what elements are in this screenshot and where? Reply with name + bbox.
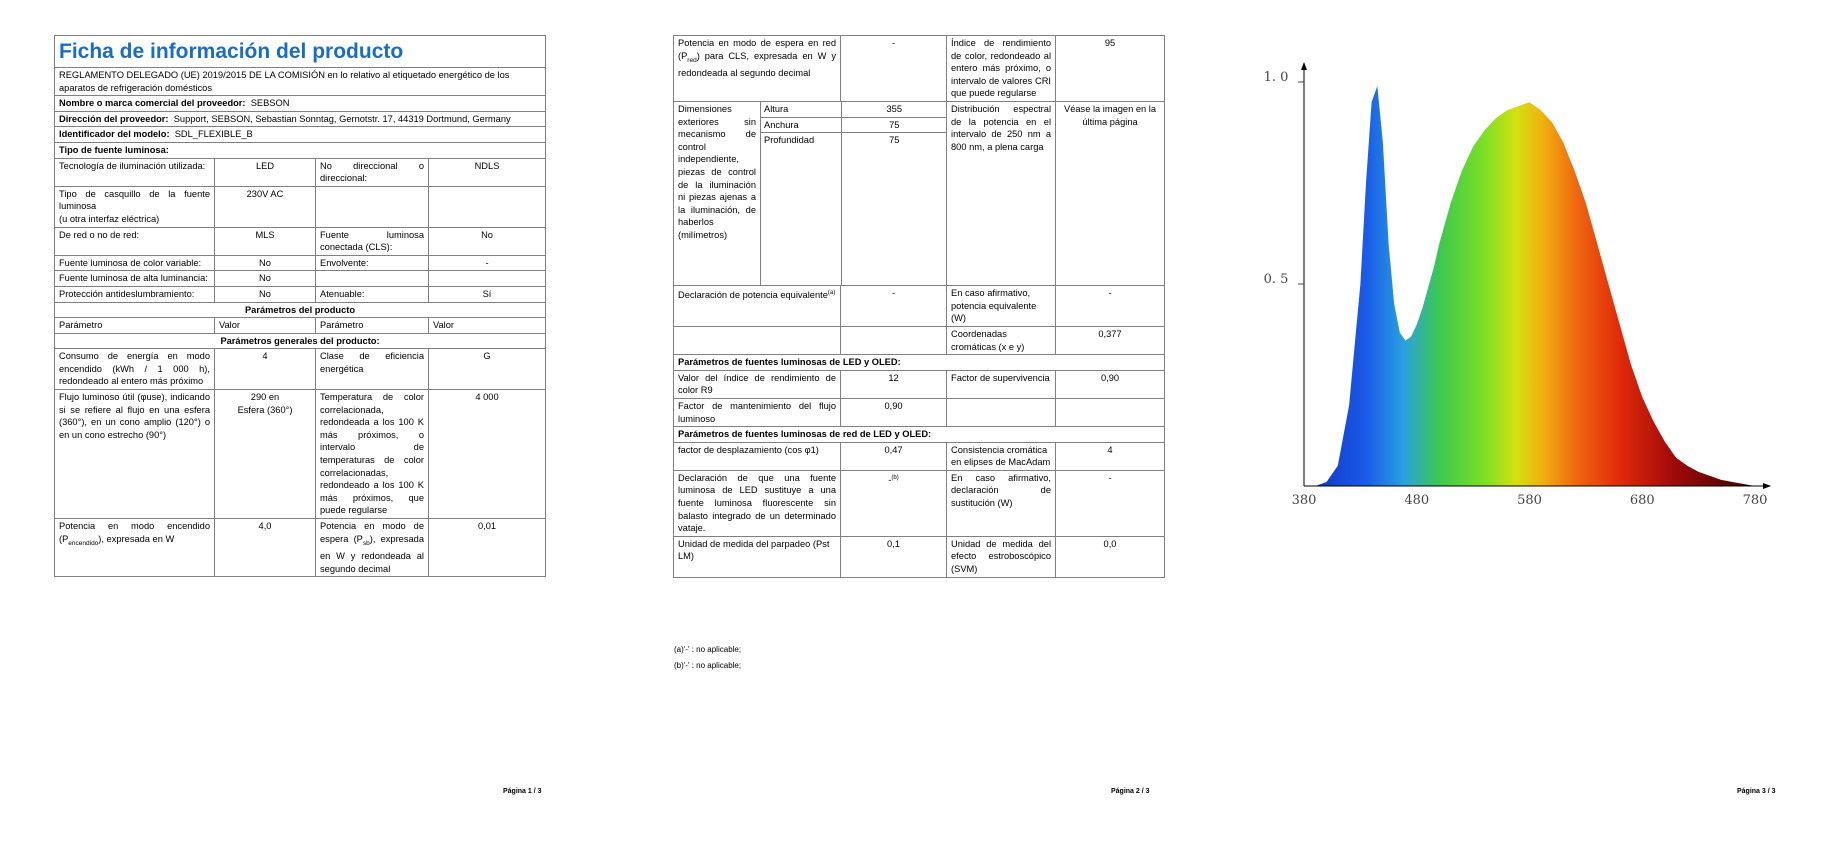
equivalent-power-label-text: Declaración de potencia equivalente	[678, 290, 828, 301]
r9-value: 12	[841, 370, 947, 398]
envelope-value: -	[429, 255, 546, 271]
footnote-a: (a)'-' : no aplicable;	[674, 645, 742, 654]
spd-label: Distribución espectral de la potencia en el intervalo de 250 nm a 800 nm, a plena carga	[947, 101, 1056, 285]
dimensions-cell	[761, 101, 947, 285]
replacement-claim-value	[841, 470, 947, 536]
equivalent-watts-value: -	[1056, 286, 1165, 327]
cls-label: Fuente luminosa conectada (CLS):	[316, 227, 429, 255]
efficiency-class-label: Clase de eficiencia energética	[316, 349, 429, 390]
empty-cell	[947, 398, 1056, 426]
displacement-factor-value: 0,47	[841, 442, 947, 470]
col-header-value: Valor	[429, 318, 546, 334]
on-mode-power-label-b: ), expresada en W	[98, 533, 175, 544]
standby-power-value: 0,01	[429, 519, 546, 577]
page-1	[0, 0, 609, 842]
lumen-maintenance-value: 0,90	[841, 398, 947, 426]
regulation-text: REGLAMENTO DELEGADO (UE) 2019/2015 DE LA COMISIÓN en lo relativo al etiquetado energético de los aparatos de refrigeración domésticos	[55, 68, 546, 96]
height-label: Altura	[761, 102, 841, 117]
light-source-type-heading: Tipo de fuente luminosa:	[55, 142, 546, 158]
address-value: Support, SEBSON, Sebastian Sonntag, Gernotstr. 17, 44319 Dortmund, Germany	[173, 113, 511, 124]
empty-cell	[674, 326, 841, 354]
col-header-param: Parámetro	[316, 318, 429, 334]
networked-standby-label-a: Potencia en modo de espera en red (P	[678, 38, 837, 61]
efficiency-class-value: G	[429, 349, 546, 390]
address-label: Dirección del proveedor:	[59, 113, 169, 124]
address-row	[55, 111, 546, 127]
directional-value: NDLS	[429, 158, 546, 186]
height-value: 355	[841, 102, 947, 117]
tech-value: LED	[215, 158, 316, 186]
directional-label: No direccional o direccional:	[316, 158, 429, 186]
replacement-claim-value-text: -	[888, 474, 892, 485]
networked-standby-label	[674, 36, 841, 102]
cap-label	[55, 186, 215, 227]
x-tick-label: 380	[1291, 493, 1317, 508]
macadam-label: Consistencia cromática en elipses de MacAdam	[947, 442, 1056, 470]
footnote-marker-a: (a)	[827, 290, 836, 297]
chromaticity-value: 0,377	[1056, 326, 1165, 354]
envelope-label: Envolvente:	[316, 255, 429, 271]
empty-cell	[841, 326, 947, 354]
page-number: Página 2 / 3	[1111, 788, 1150, 795]
standby-power-sub: sb	[362, 539, 370, 547]
dimmable-value: Sí	[429, 286, 546, 302]
x-tick-label: 580	[1517, 493, 1542, 508]
on-mode-power-label	[55, 519, 215, 577]
spectrum-area	[1304, 86, 1755, 486]
depth-value: 75	[889, 135, 900, 146]
on-mode-power-sub: encendido	[68, 539, 99, 547]
x-tick-label: 480	[1404, 493, 1430, 508]
cri-label: Índice de rendimiento de color, redondeado al entero más próximo, o intervalo de valores CRI que puede regularse	[947, 36, 1056, 102]
cct-value: 4 000	[429, 390, 546, 519]
standby-power-label-a: Potencia en modo de espera (P	[320, 521, 424, 544]
footnote-b: (b)'-' : no aplicable;	[674, 661, 742, 670]
cap-label-note: (u otra interfaz eléctrica)	[59, 213, 160, 224]
mains-led-params-heading: Parámetros de fuentes luminosas de red de LED y OLED:	[674, 427, 1165, 443]
replacement-watts-value: -	[1056, 470, 1165, 536]
cri-value: 95	[1056, 36, 1165, 102]
x-tick-label: 780	[1742, 493, 1768, 508]
footnote-marker-b: (b)	[891, 474, 899, 481]
width-value: 75	[841, 117, 947, 133]
anti-glare-label: Protección antideslumbramiento:	[55, 286, 215, 302]
on-mode-power-label-a: Potencia en modo encendido (P	[59, 521, 210, 544]
empty-cell	[316, 186, 429, 227]
cct-label: Temperatura de color correlacionada, redondeada a los 100 K más próximos, o intervalo de temperaturas de color correlacionadas, redondeado a los 100 K más próximos, que puede regularse	[316, 390, 429, 519]
mains-value: MLS	[215, 227, 316, 255]
x-tick-label: 680	[1629, 493, 1655, 508]
stroboscopic-label: Unidad de medida del efecto estroboscópico (SVM)	[947, 536, 1056, 577]
color-tunable-label: Fuente luminosa de color variable:	[55, 255, 215, 271]
x-axis-arrow	[1763, 483, 1771, 489]
networked-standby-sub: red	[687, 56, 697, 64]
page-title: Ficha de información del producto	[55, 36, 546, 68]
flicker-label: Unidad de medida del parpadeo (Pst LM)	[674, 536, 841, 577]
product-params-heading: Parámetros del producto	[55, 302, 546, 318]
empty-cell	[1056, 398, 1165, 426]
cap-label-main: Tipo de casquillo de la fuente luminosa	[59, 188, 210, 212]
page-number: Página 1 / 3	[503, 788, 542, 795]
y-axis-arrow	[1301, 62, 1307, 70]
width-label: Anchura	[761, 117, 841, 133]
page-2	[609, 0, 1218, 842]
survival-factor-label: Factor de supervivencia	[947, 370, 1056, 398]
tech-label: Tecnología de iluminación utilizada:	[55, 158, 215, 186]
networked-standby-value: -	[841, 36, 947, 102]
dimmable-label: Atenuable:	[316, 286, 429, 302]
replacement-claim-label: Declaración de que una fuente luminosa de LED sustituye a una fuente luminosa fluorescente sin balasto integrado de un determinado vataje.	[674, 470, 841, 536]
page-3	[1218, 0, 1827, 842]
empty-cell	[316, 271, 429, 287]
product-info-table-continued	[673, 35, 1165, 578]
flux-value-number: 290 en	[250, 392, 280, 403]
equivalent-power-label	[674, 286, 841, 327]
model-row	[55, 127, 546, 143]
anti-glare-value: No	[215, 286, 316, 302]
flux-label: Flujo luminoso útil (φuse), indicando si se refiere al flujo en una esfera (360°), en un cono amplio (120°) o en un cono estrecho (90°)	[55, 390, 215, 519]
standby-power-label	[316, 519, 429, 577]
cap-value: 230V AC	[215, 186, 316, 227]
cls-value: No	[429, 227, 546, 255]
lumen-maintenance-label: Factor de mantenimiento del flujo luminoso	[674, 398, 841, 426]
replacement-watts-label: En caso afirmativo, declaración de sustitución (W)	[947, 470, 1056, 536]
general-params-heading: Parámetros generales del producto:	[55, 333, 546, 349]
spectral-distribution-chart	[1218, 40, 1827, 580]
col-header-value: Valor	[215, 318, 316, 334]
y-tick-label: 1. 0	[1263, 70, 1289, 85]
depth-label: Profundidad	[761, 133, 841, 286]
empty-cell	[429, 271, 546, 287]
model-value: SDL_FLEXIBLE_B	[174, 129, 253, 140]
displacement-factor-label: factor de desplazamiento (cos φ1)	[674, 442, 841, 470]
high-luminance-value: No	[215, 271, 316, 287]
high-luminance-label: Fuente luminosa de alta luminancia:	[55, 271, 215, 287]
model-label: Identificador del modelo:	[59, 129, 170, 140]
survival-factor-value: 0,90	[1056, 370, 1165, 398]
chromaticity-label: Coordenadas cromáticas (x e y)	[947, 326, 1056, 354]
flux-value-geometry: Esfera (360°)	[237, 404, 293, 415]
energy-value: 4	[215, 349, 316, 390]
equivalent-power-value: -	[841, 286, 947, 327]
page-number: Página 3 / 3	[1737, 788, 1776, 795]
standby-power-label-b: ), expresada en W y redondeada al segundo decimal	[320, 533, 424, 574]
equivalent-watts-label: En caso afirmativo, potencia equivalente (W)	[947, 286, 1056, 327]
y-tick-label: 0. 5	[1263, 272, 1289, 287]
empty-cell	[429, 186, 546, 227]
mains-label: De red o no de red:	[55, 227, 215, 255]
flicker-value: 0,1	[841, 536, 947, 577]
spd-value: Véase la imagen en la última página	[1056, 101, 1165, 285]
macadam-value: 4	[1056, 442, 1165, 470]
stroboscopic-value: 0,0	[1056, 536, 1165, 577]
energy-label: Consumo de energía en modo encendido (kWh / 1 000 h), redondeado al entero más próximo	[55, 349, 215, 390]
dimensions-table	[761, 102, 947, 285]
supplier-value: SEBSON	[250, 98, 290, 109]
color-tunable-value: No	[215, 255, 316, 271]
supplier-label: Nombre o marca comercial del proveedor:	[59, 98, 246, 109]
supplier-row	[55, 96, 546, 112]
led-params-heading: Parámetros de fuentes luminosas de LED y OLED:	[674, 355, 1165, 371]
product-info-table	[54, 35, 546, 577]
on-mode-power-value: 4,0	[215, 519, 316, 577]
r9-label: Valor del índice de rendimiento de color R9	[674, 370, 841, 398]
networked-standby-label-b: ) para CLS, expresada en W y redondeada al segundo decimal	[678, 50, 837, 79]
flux-value	[215, 390, 316, 519]
col-header-param: Parámetro	[55, 318, 215, 334]
dimensions-label: Dimensiones exteriores sin mecanismo de control independiente, piezas de control de la iluminación ni piezas ajenas a la iluminación, de haberlos (milímetros)	[674, 101, 761, 285]
